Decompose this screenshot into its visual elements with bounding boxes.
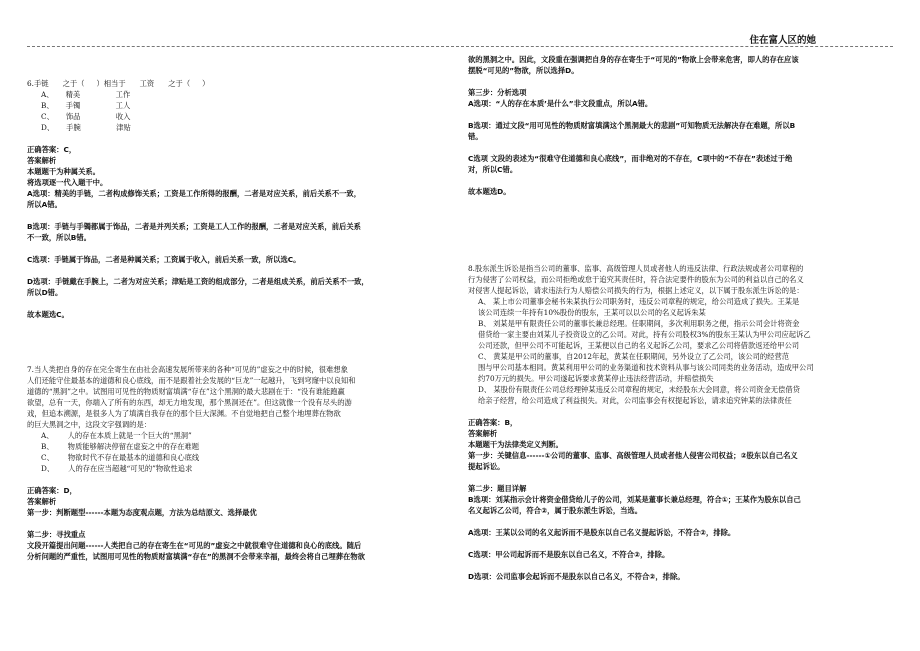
q7-step2-line: 文段开篇提出问题------人类把自己的存在寄生在“可见的”虚妄之中就很难守住道德和良心的底线。随后 — [27, 541, 362, 550]
q7-option — [27, 430, 450, 441]
q6-analysis-line: 所以D错。 — [27, 288, 63, 297]
q8-option-line: 围与甲公司基本相同。黄某利用甲公司的业务渠道和技术资料从事与该公司同类的业务活动，造成甲公司 — [478, 363, 814, 372]
q8-step1-line: 第一步：关键信息------①公司的董事、监事、高级管理人员或者他人侵害公司权益；②股东以自己名义 — [468, 451, 798, 460]
q7-step3-line: B选项：通过文段“用可见性的物质财富填满这个黑洞最大的悲剧”可知物质无法解决存在难题，所以B — [468, 121, 796, 130]
q6-stem-part: 之于（ — [62, 79, 85, 88]
q7-stem-line: 戏，但追本溯源，是很多人为了填满自我存在的那个巨大深渊。不自觉地把自己整个地埋葬在物欲 — [27, 409, 341, 418]
option-letter: A、 — [41, 90, 54, 99]
option-text: 精美 — [65, 90, 81, 99]
q8-option-line: A、 某上市公司董事会秘书朱某执行公司职务时，违反公司章程的规定，给公司造成了损失。王某是 — [478, 297, 800, 306]
q8-stem-line: 对侵害人提起诉讼，请求违法行为人赔偿公司损失的行为，根据上述定义，以下属于股东派生诉讼的是： — [468, 286, 804, 295]
q8-option-line: D、 某股份有限责任公司总经理钟某违反公司章程的规定，未经股东大会同意，将公司资金无偿借贷 — [478, 385, 800, 394]
q8-stem-line: 8.股东派生诉讼是指当公司的董事、监事、高级管理人员或者他人的违反法律、行政法规或者公司章程的 — [468, 264, 804, 273]
option-text: 物质能够解决停留在虚妄之中的存在难题 — [67, 442, 200, 451]
q7-stem-line: 7.当人类把自身的存在完全寄生在由社会高速发展所带来的各种“可见的”虚妄之中的时候，很难想象 — [27, 365, 348, 374]
q6-stem-part: 工资 — [139, 79, 155, 88]
q8-step2-line: 名义起诉乙公司，符合②，属于股东派生诉讼，当选。 — [468, 506, 643, 515]
q6-option — [27, 89, 450, 100]
option-text: 工人 — [115, 101, 131, 110]
q6-option — [27, 111, 450, 122]
q8-answer: 正确答案：B， — [468, 418, 518, 427]
q8-step2-line: C选项：甲公司起诉而不是股东以自己名义，不符合②，排除。 — [468, 550, 670, 559]
q8-stem-line: 行为侵害了公司权益，而公司拒绝或怠于追究其责任时，符合法定要件的股东为公司的利益以自己的名义 — [468, 275, 804, 284]
q8-option-line: 公司还款，但甲公司不可能起诉，王某便以自己的名义起诉乙公司，要求乙公司将借款返还给甲公司 — [478, 341, 800, 350]
q7-continued-line: 摆脱“可见的”物欲，所以选择D。 — [468, 66, 579, 75]
q7-analysis-title: 答案解析 — [27, 497, 57, 506]
right-column — [468, 54, 898, 582]
option-text: 物欲时代不存在最基本的道德和良心底线 — [67, 453, 200, 462]
option-letter: C、 — [41, 453, 54, 462]
q8-step2-title: 第二步：题目详解 — [468, 484, 527, 493]
option-letter: D、 — [41, 464, 55, 473]
q8-analysis-title: 答案解析 — [468, 429, 498, 438]
q6-analysis-line: 将选项逐一代入题干中。 — [27, 178, 108, 187]
option-text: 饰品 — [65, 112, 81, 121]
q6-analysis-line: B选项：手链与手镯都属于饰品，二者是并列关系；工资是工人工作的报酬，二者是对应关系，前后关系 — [27, 222, 361, 231]
q7-continued-line: 欲的黑洞之中。因此，文段重在强调把自身的存在寄生于“可见的”物欲上会带来危害，即人的存在应该 — [468, 55, 799, 64]
q7-stem-line: 人们还能守住最基本的道德和良心底线，而不是跟着社会发展的“巨龙”一起越升，飞到穹窿中以良知和 — [27, 376, 356, 385]
q7-step3-title: 第三步：分析选项 — [468, 88, 527, 97]
option-text: 手镯 — [65, 101, 81, 110]
q6-analysis-line: 所以A错。 — [27, 200, 62, 209]
option-letter: A、 — [41, 431, 54, 440]
q6-analysis-line: A选项：精美的手链，二者构成修饰关系；工资是工作所得的报酬，二者是对应关系，前后关系不一致， — [27, 189, 362, 198]
q8-option-line: 给亲子经营，给公司造成了利益损失。对此，公司监事会有权提起诉讼，请求追究钟某的法律责任 — [478, 396, 792, 405]
option-text: 津贴 — [116, 123, 131, 132]
q8-option-line: 该公司连续一年持有10%股份的股东，王某可以以公司的名义起诉朱某 — [478, 308, 706, 317]
q7-step3-line: 对，所以C错。 — [468, 165, 518, 174]
q6-analysis-line: 本题题干为种属关系。 — [27, 167, 100, 176]
q7-stem-line: 的巨大黑洞之中，这段文字强调的是： — [27, 420, 152, 429]
q7-answer: 正确答案：D， — [27, 486, 77, 495]
option-text: 收入 — [115, 112, 131, 121]
header-divider — [27, 46, 893, 47]
q8-step2-line: B选项：刘某指示会计将资金借贷给儿子的公司，刘某是董事长兼总经理，符合①；王某作为股东以自己 — [468, 495, 801, 504]
q6-answer: 正确答案：C， — [27, 145, 77, 154]
q6-option — [27, 100, 450, 111]
q6-analysis-line: 不一致，所以B错。 — [27, 233, 91, 242]
q7-option — [27, 452, 450, 463]
q6-conclusion: 故本题选C。 — [27, 310, 69, 319]
q8-analysis-intro: 本题题干为法律类定义判断。 — [468, 440, 563, 449]
q8-step1-line: 提起诉讼。 — [468, 462, 505, 471]
option-letter: D、 — [41, 123, 55, 132]
q6-stem-part: 6.手链 — [27, 79, 49, 88]
q6-analysis-line: D选项：手链戴在手腕上，二者为对应关系；津贴是工资的组成部分，二者是组成关系，前后关系不一致， — [27, 277, 369, 286]
q6-stem-part: ）相当于 — [96, 79, 126, 88]
left-column — [27, 78, 450, 562]
q8-step2-line: D选项：公司监事会起诉而不是股东以自己名义，不符合②，排除。 — [468, 572, 685, 581]
q7-step2-title: 第二步：寻找重点 — [27, 530, 86, 539]
q6-analysis-line: C选项：手链属于饰品，二者是种属关系；工资属于收入，前后关系一致，所以选C。 — [27, 255, 301, 264]
q8-option-line: C、 黄某是甲公司的董事，自2012年起，黄某在任职期间，另外设立了乙公司，该公司的经营范 — [478, 352, 790, 361]
option-letter: C、 — [41, 112, 54, 121]
q7-step2-line: 分析问题的严重性，试图用可见性的物质财富填满“存在”的黑洞不会带来幸福，最终会将自己埋葬在物欲 — [27, 552, 365, 561]
q7-step3-line: 错。 — [468, 132, 483, 141]
q8-option-line: 借贷给一家主要由刘某儿子投资设立的乙公司。对此，持有公司股权3%的股东王某认为甲公司应起诉乙 — [478, 330, 811, 339]
q7-stem-line: 欲望，总有一天，你端入了所有的东西，却无力地发现，那个黑洞还在”。但这就像一个没有尽头的游 — [27, 398, 352, 407]
option-text: 人的存在本质上就是一个巨大的“黑洞” — [67, 431, 192, 440]
q7-step3-line: A选项：“人的存在本质’是什么”非文段重点，所以A错。 — [468, 99, 653, 108]
page-header-title: 住在富人区的她 — [749, 35, 816, 46]
q7-option — [27, 463, 450, 474]
q8-option-line: B、 刘某是甲有限责任公司的董事长兼总经理。任职期间，多次利用职务之便，指示公司会计将资金 — [478, 319, 800, 328]
q6-stem — [27, 78, 450, 89]
option-text: 人的存在应当超越“可见的”物欲性追求 — [68, 464, 193, 473]
q8-option-line: 约70万元的损失。甲公司遂起诉要求黄某停止违法经营活动，并赔偿损失 — [478, 374, 714, 383]
option-letter: B、 — [41, 442, 54, 451]
q7-conclusion: 故本题选D。 — [468, 187, 511, 196]
q7-step1: 第一步：判断题型------本题为态度观点题，方法为总结原文、选择最优 — [27, 508, 257, 517]
q6-stem-part: ） — [202, 79, 210, 88]
q6-option — [27, 122, 450, 133]
q6-stem-part: 之于（ — [168, 79, 191, 88]
q6-analysis-title: 答案解析 — [27, 156, 57, 165]
option-text: 手腕 — [66, 123, 81, 132]
option-letter: B、 — [41, 101, 54, 110]
q7-option — [27, 441, 450, 452]
q7-step3-line: C选项 文段的表述为“很难守住道德和良心底线”，而非绝对的不存在，C项中的“不存在”表述过于绝 — [468, 154, 793, 163]
q8-step2-line: A选项：王某以公司的名义起诉而不是股东以自己名义提起诉讼，不符合②，排除。 — [468, 528, 736, 537]
q7-stem-line: 道德的“黑洞”之中。试图用可见性的物质财富填满“存在”这个黑洞的最大悲剧在于：“没有谁能跑赢 — [27, 387, 345, 396]
option-text: 工作 — [115, 90, 131, 99]
